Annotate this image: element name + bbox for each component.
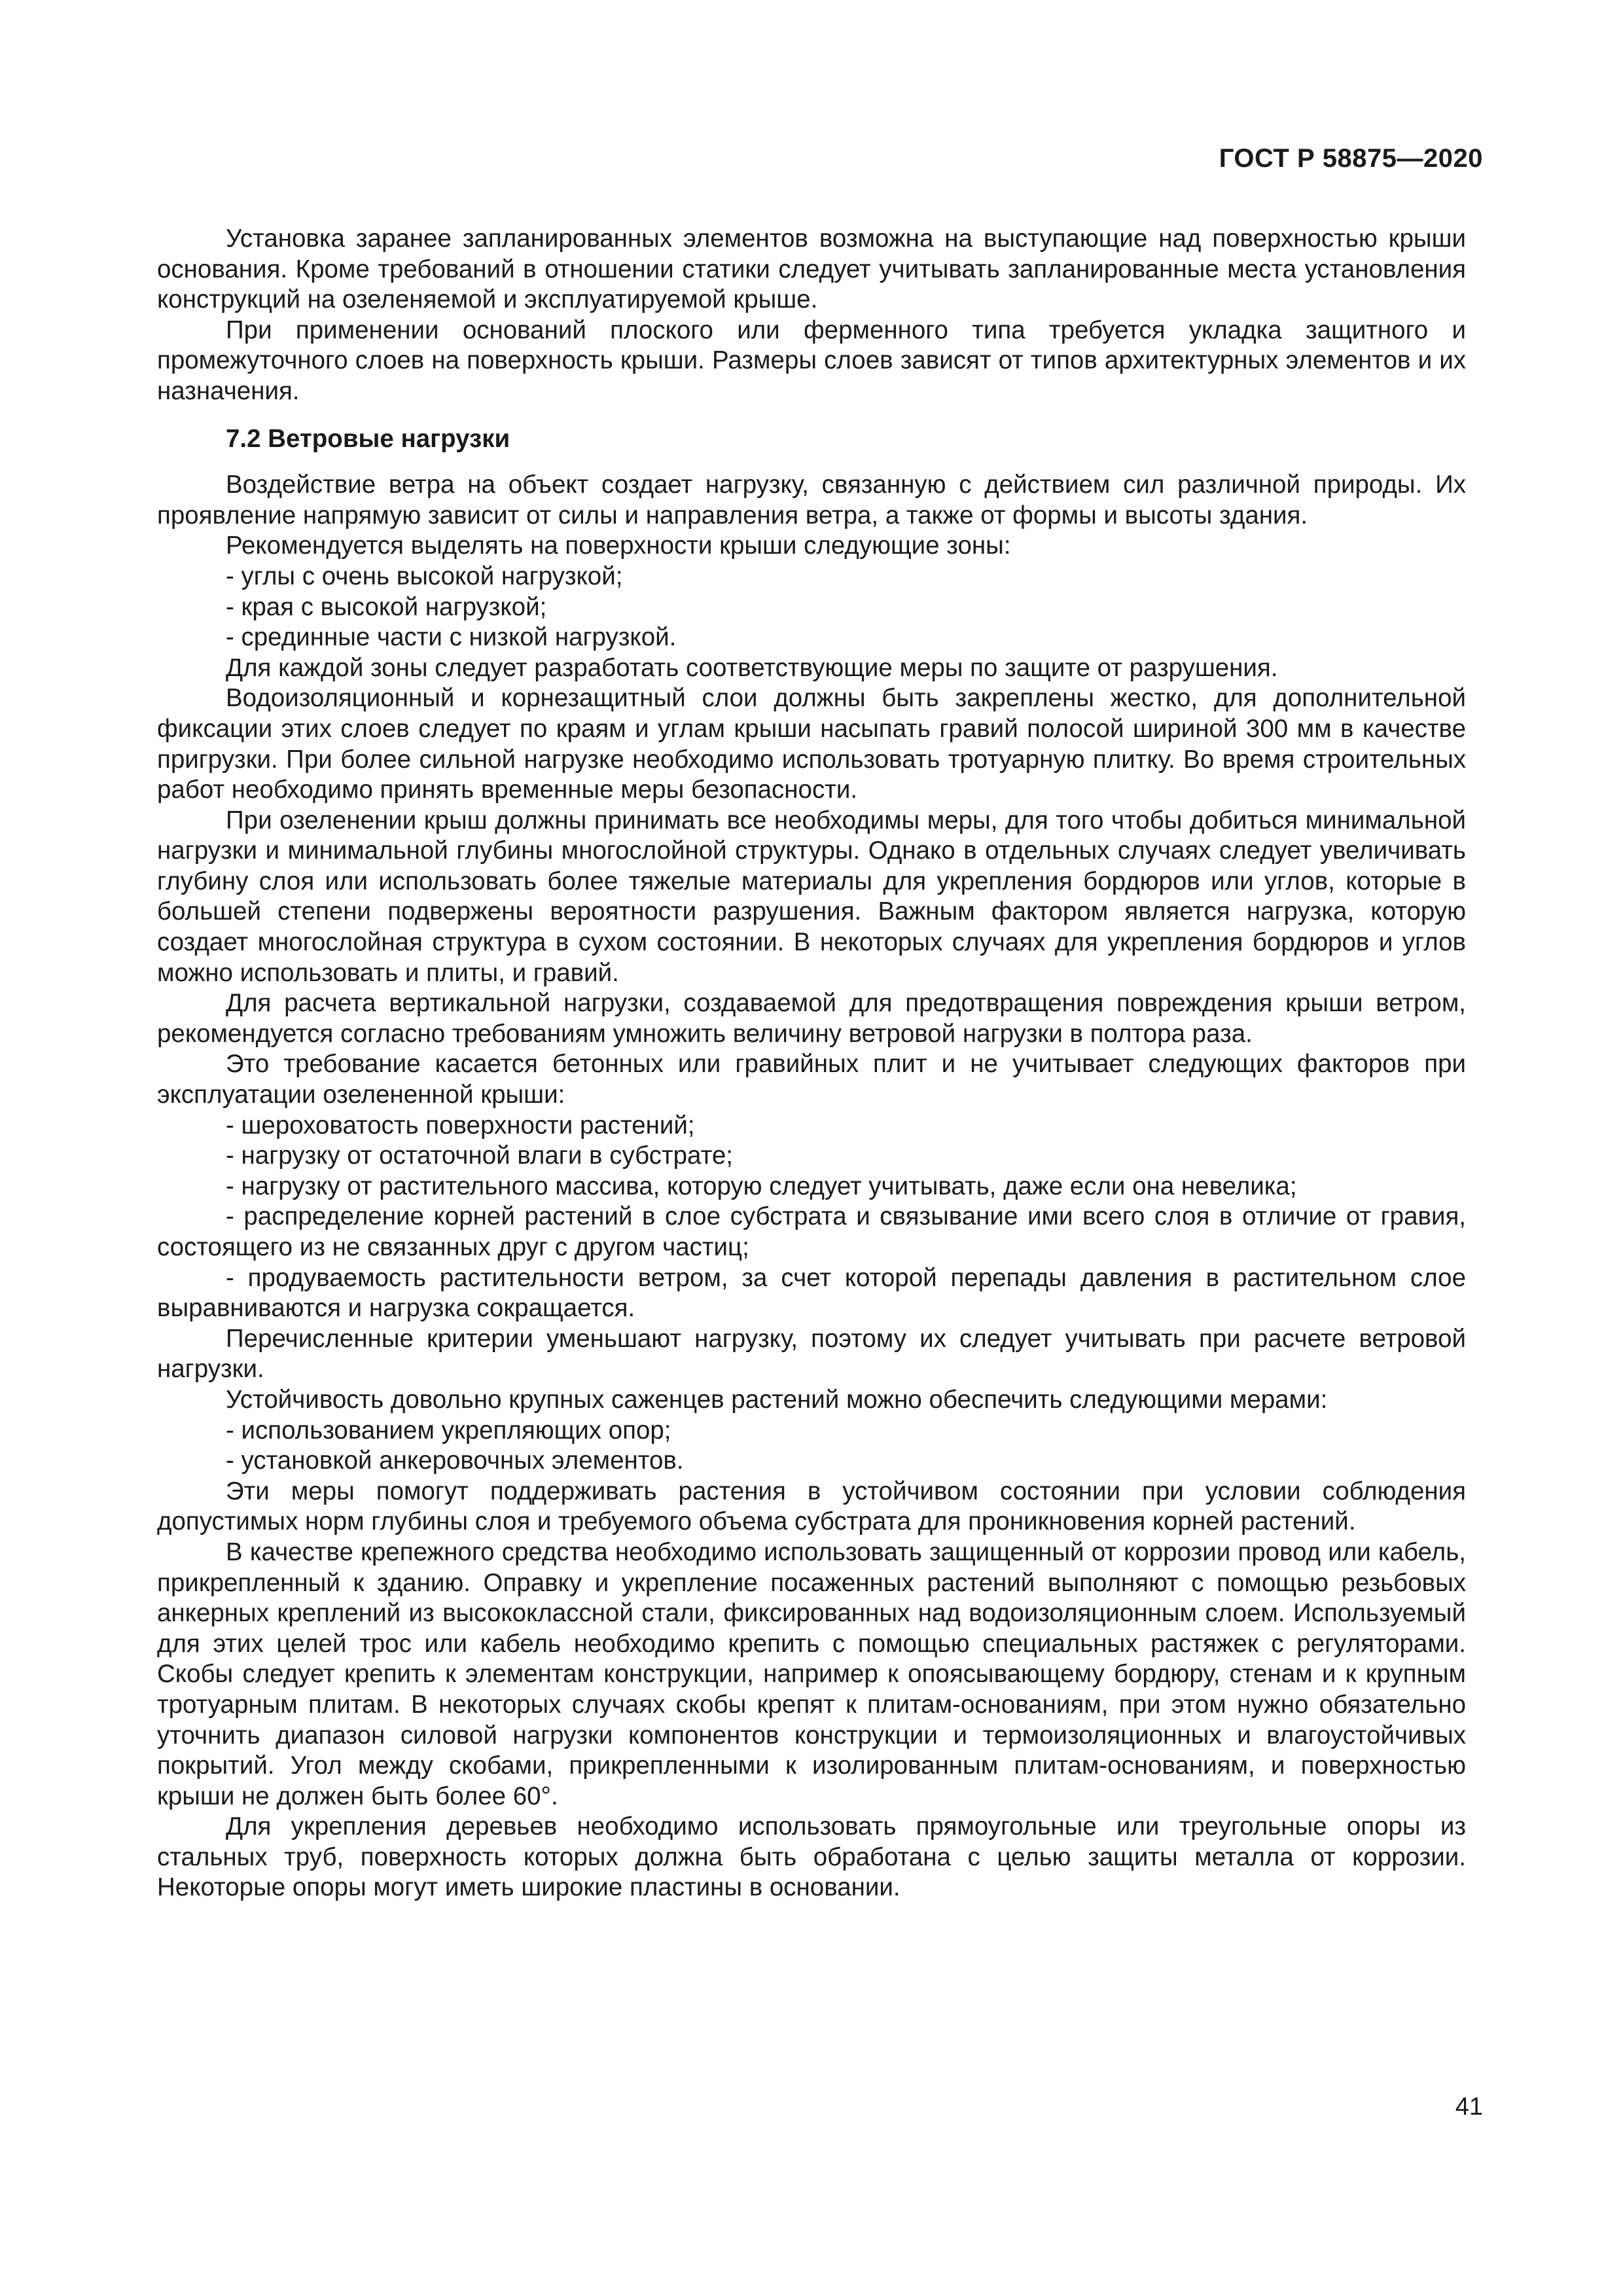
paragraph: Для каждой зоны следует разработать соответствующие меры по защите от разрушения.	[226, 653, 1278, 682]
paragraph: Установка заранее запланированных элементов возможна на выступающие над поверхностью крыши основания. Кроме требований в отношении статики следует учитывать запланированные места установления конструкций на озеленяемой и эксплуатируемой крыше.	[157, 224, 1466, 314]
document-header: ГОСТ Р 58875—2020	[1219, 144, 1483, 173]
list-item: - нагрузку от растительного массива, которую следует учитывать, даже если она невелика;	[226, 1172, 1297, 1200]
list-item: - углы с очень высокой нагрузкой;	[226, 562, 623, 590]
paragraph: Воздействие ветра на объект создает нагрузку, связанную с действием сил различной природы. Их проявление напрямую зависит от силы и направления ветра, а также от формы и высоты здания.	[157, 471, 1466, 529]
paragraph: В качестве крепежного средства необходимо использовать защищенный от коррозии провод или кабель, прикрепленный к зданию. Оправку и укрепление посаженных растений выполняют с помощью резьбовых анкерных креплений из высококлассной стали, фиксированных над водоизоляционным слоем. Используемый для этих целей трос или кабель необходимо крепить с помощью специальных растяжек с регуляторами. Скобы следует крепить к элементам конструкции, например к опоясывающему бордюру, стенам и к крупным тротуарным плитам. В некоторых случаях скобы крепят к плитам-основаниям, при этом нужно обязательно уточнить диапазон силовой нагрузки компонентов конструкции и термоизоляционных и влагоустойчивых покрытий. Угол между скобами, прикрепленными к изолированным плитам-основаниям, и поверхностью крыши не должен быть более 60°.	[157, 1537, 1466, 1810]
paragraph: Водоизоляционный и корнезащитный слои должны быть закреплены жестко, для дополнительной фиксации этих слоев следует по краям и углам крыши насыпать гравий полосой шириной 300 мм в качестве пригрузки. При более сильной нагрузке необходимо использовать тротуарную плитку. Во время строительных работ необходимо принять временные меры безопасности.	[157, 684, 1466, 804]
list-item: - продуваемость растительности ветром, за счет которой перепады давления в растительном слое выравниваются и нагрузка сокращается.	[157, 1263, 1466, 1323]
paragraph: Это требование касается бетонных или гравийных плит и не учитывает следующих факторов при эксплуатации озелененной крыши:	[157, 1050, 1466, 1109]
list-item: - нагрузку от остаточной влаги в субстрате;	[226, 1141, 733, 1170]
list-item: - шероховатость поверхности растений;	[226, 1111, 695, 1139]
section-heading: 7.2 Ветровые нагрузки	[226, 424, 510, 453]
list-item: - срединные части с низкой нагрузкой.	[226, 623, 677, 652]
paragraph: При озеленении крыш должны принимать все необходимы меры, для того чтобы добиться минимальной нагрузки и минимальной глубины многослойной структуры. Однако в отдельных случаях следует увеличивать глубину слоя или использовать более тяжелые материалы для укрепления бордюров или углов, которые в большей степени подвержены вероятности разрушения. Важным фактором является нагрузка, которую создает многослойная структура в сухом состоянии. В некоторых случаях для укрепления бордюров и углов можно использовать и плиты, и гравий.	[157, 806, 1466, 987]
list-item: - установкой анкеровочных элементов.	[226, 1446, 684, 1475]
paragraph: При применении оснований плоского или ферменного типа требуется укладка защитного и промежуточного слоев на поверхность крыши. Размеры слоев зависят от типов архитектурных элементов и их назначения.	[157, 315, 1466, 405]
paragraph: Перечисленные критерии уменьшают нагрузку, поэтому их следует учитывать при расчете ветровой нагрузки.	[157, 1324, 1466, 1384]
paragraph: Для расчета вертикальной нагрузки, создаваемой для предотвращения повреждения крыши ветром, рекомендуется согласно требованиям умножить величину ветровой нагрузки в полтора раза.	[157, 989, 1466, 1048]
paragraph: Рекомендуется выделять на поверхности крыши следующие зоны:	[226, 531, 1011, 560]
list-item: - края с высокой нагрузкой;	[226, 592, 547, 621]
list-item: - распределение корней растений в слое субстрата и связывание ими всего слоя в отличие от гравия, состоящего из не связанных друг с другом частиц;	[157, 1202, 1466, 1261]
list-item: - использованием укрепляющих опор;	[226, 1416, 671, 1444]
paragraph: Эти меры помогут поддерживать растения в устойчивом состоянии при условии соблюдения допустимых норм глубины слоя и требуемого объема субстрата для проникновения корней растений.	[157, 1477, 1466, 1536]
paragraph: Для укрепления деревьев необходимо использовать прямоугольные или треугольные опоры из стальных труб, поверхность которых должна быть обработана с целью защиты металла от коррозии. Некоторые опоры могут иметь широкие пластины в основании.	[157, 1812, 1466, 1902]
page-number: 41	[1455, 2093, 1483, 2121]
document-body	[157, 224, 1466, 1903]
paragraph: Устойчивость довольно крупных саженцев растений можно обеспечить следующими мерами:	[226, 1385, 1328, 1414]
